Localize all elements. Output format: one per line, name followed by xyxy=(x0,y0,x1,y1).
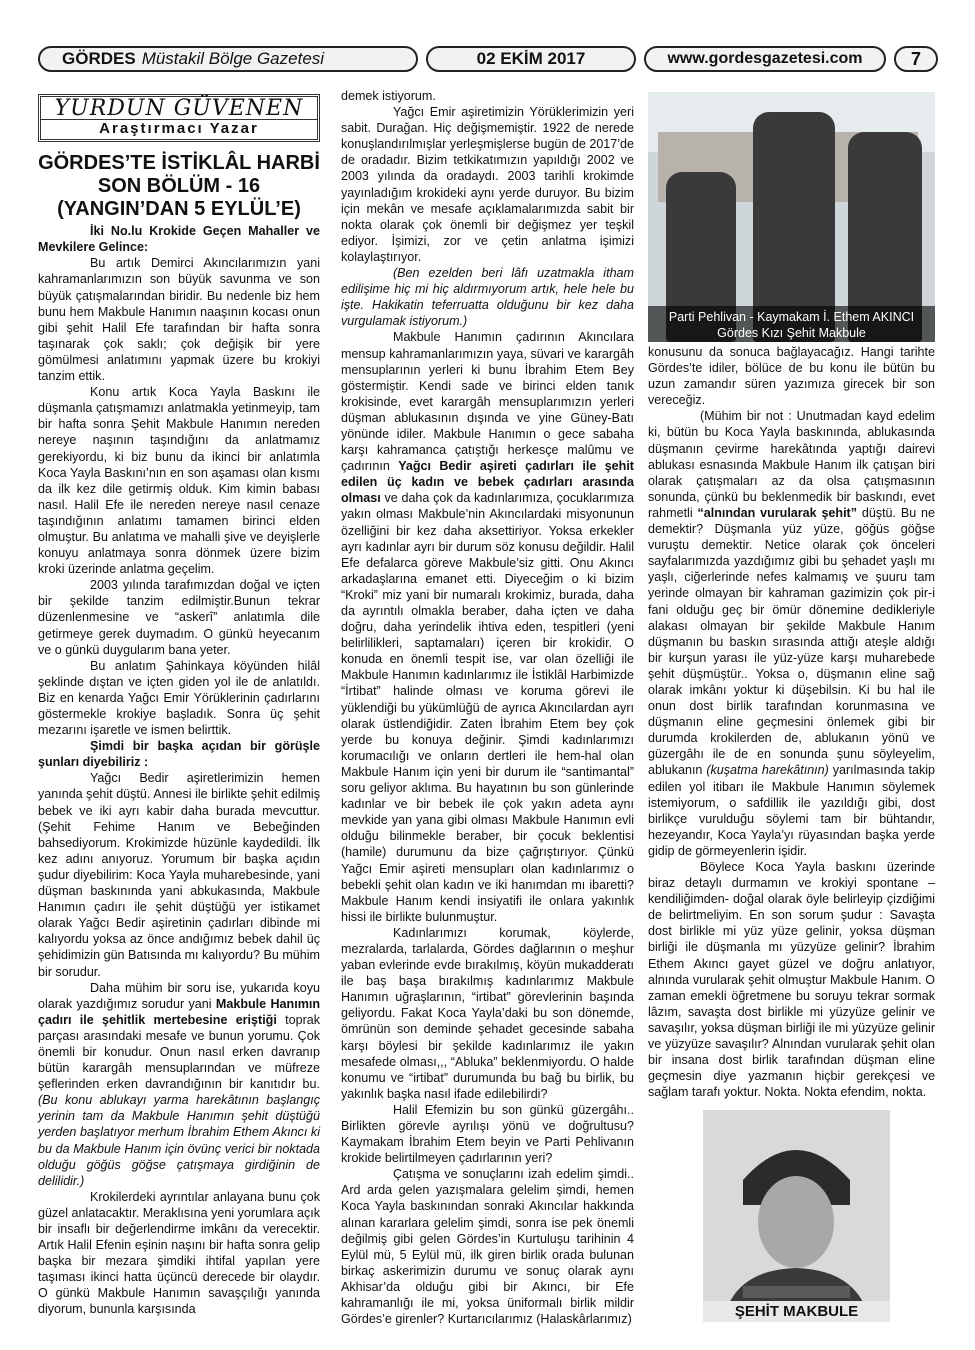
italic-text: (kuşatma harekâtının) xyxy=(706,763,829,778)
text-run: Daha mühim bir soru ise, yukarıda koyu olarak yazdığımız sorudur yani xyxy=(38,980,320,1011)
bold-text: “alnından vurularak şehit” xyxy=(697,505,858,520)
article-headline xyxy=(38,152,320,221)
paragraph: demek istiyorum. xyxy=(341,89,436,103)
statue-photo xyxy=(648,92,935,342)
masthead xyxy=(38,40,938,76)
italic-text: (Bu konu ablukayı yarma harekâtının başlangıç yerinin tam da Makbule Hanımın şehit düştüğü yerden başlatıyor merhum İbrahim Ethem Akıncı ki bu da Makbule Hanım için övünç verici bir noktada olduğu göğüs göğse çatışmaya girdiğinin de delilidir.) xyxy=(38,1093,320,1188)
paragraph: Çatışma ve sonuçlarını izah edelim şimdi.. Ard arda gelen yazışmalara gelelim şimdi, hemen Koca Yayla baskınından sonraki Akıncılar hakkında alınan kararlara gelelim şimdi, sonra ise pek önemli değilmiş gibi gelen Gördes’in Kurtuluşu tarihinin 4 Eylül mü, 5 Eylül mü, ilk giren birlik orada bulunan birkaç askerimizin durumu ve sonuç olarak aynı Akhisar’da olduğu gibi bir Akıncı, bir Efe kahramanlığı ile mi, yoksa üniformalı birlik mildir Gördes’e girenler? Kurtarıcılarımız (Halaskârlarımız) xyxy=(341,1167,634,1327)
paragraph xyxy=(38,980,320,1189)
paragraph: Kadınlarımızı korumak, köylerde, mezralarda, tarlalarda, Gördes dağlarının o meşhur yaban evlerinde evde bırakılmış, köyün mukadderatı ile baş başa bırakılmış kadınlarımız Makbule Hanımın uğraşlarının, “irtibat” görevlerinin başında geliyordu. Fakat Koca Yayla’daki bu son dönemde, ömrünün son deminde şehadet gecesinde sabaha karşı böylesi bir şekilde kadınlarımız ile yakın mesafede olması,,, “Abluka” beklenmiyordu. O halde konumu ve “irtibat” durumunda bu bağ bu birlik, bu yakınlık başka nasıl ifade edilebilirdi? xyxy=(341,925,634,1101)
bold-text: Yağcı Bedir aşireti çadırları ile şehit edilen üç kadın ve bebek çadırları arasında olması xyxy=(341,459,634,506)
paragraph: Halil Efemizin bu son günkü güzergâhı.. Birlikten görevle ayrılışı yönü ve doğrultusu? Kaymakam İbrahim Etem beyin ve Parti Pehlivanın krokide belirtilmeyen çadırlarının yeri? xyxy=(341,1102,634,1166)
website-link[interactable]: www.gordesgazetesi.com xyxy=(644,46,886,72)
portrait-photo xyxy=(703,1110,890,1322)
paragraph: 2003 yılında tarafımızdan doğal ve içten bir şekilde tanzim edilmiştir.Bunun tekrar düzenlenmesine ve “askerî” anlatımla dile getirmeye gerek duymadım. O günkü heyecanım ve o günkü duygularım bana yeter. xyxy=(38,578,320,657)
text-run: toprak parçası arasındaki mesafe ve bunun yorumu. Çok önemli bir konudur. Onun nasıl erken davranıp bütün karargâh mensuplarından ve müfreze şeflerinden erken davrandığının bir kanıtıdır bu. xyxy=(38,1012,320,1092)
italic-paragraph: (Ben ezelden beri lâfı uzatmakla itham edilişime hiç mi hiç aldırmıyorum artık, hele hele bu işte. Hakikatin teferruatta olduğunu bir kez daha vurgulamak istiyorum.) xyxy=(341,266,634,329)
caption-line-2: Gördes Kızı Şehit Makbule xyxy=(717,326,866,340)
portrait-caption: ŞEHİT MAKBULE xyxy=(703,1301,890,1322)
headline-line-1: GÖRDES’TE İSTİKLÂL HARBİ xyxy=(38,152,320,175)
paragraph xyxy=(648,408,935,859)
text-run: Makbule Hanımın çadırının Akıncılara mensup kahramanlarımızın yaya, süvari ve karargâh mensuplarının yerleri ki bunu İbrahim Etem Bey göstermiştir. Kendi sade ve birinci elden tanık krokisinde, evet karargâh mensuplarımızın yerleri düşman ablukasının dışında ve yine Güney-Batı yönünde idiler. Makbule Hanımın o gece sabaha karşı kahramanca çatıştığı herkesçe malûmu ve çadırının xyxy=(341,330,634,474)
paragraph: Bu anlatım Şahinkaya köyünden hilâl şeklinde dıştan ve içten giden yol ile de anlatıldı. Biz en kenarda Yağcı Emir Yörüklerinin çadırlarını göstermekle krokiye başladık. Sonra üç şehit mezarını işaretle ve ismen belirttik. xyxy=(38,658,320,738)
author-name: YURDUN GÜVENEN xyxy=(54,96,304,121)
paragraph: konusunu da sonuca bağlayacağız. Hangi tarihte Gördes’te idiler, bölüce de bu konu ile bütün bu uzun zamandır süren yazımıza girecek bir son vereceğiz. xyxy=(648,345,935,408)
subheading: Şimdi bir başka açıdan bir görüşle şunları diyebiliriz : xyxy=(38,739,320,770)
article-column-3 xyxy=(648,344,935,1100)
text-run: yarılmasında takip edilen yol itibarı ile Makbule Hanımın söylemek istemiyorum, o safdillik ile yazıldığı gibi, dost birlikçe vurulduğu söylemi tam bir bühtandır, hezeyandır, Koca Yayla’yı rüyasından başka yerde gidip de görmeyenlerin işidir. xyxy=(648,763,935,858)
author-role: Araştırmacı Yazar xyxy=(41,119,317,137)
paragraph: Bu artık Demirci Akıncılarımızın yani kahramanlarımızın son büyük savunma ve son büyük çatışmalarından biridir. Bu nedenle biz hem bunu hem Makbule Hanımın naaşının kocası onun gibi şehit Halil Efe tarafından bir hafta sonra taşınarak çok saklı; çok değişik bir yere gömülmesi anlatımını yapmak üzere bu krokiyi tanzim ettik. xyxy=(38,256,320,384)
issue-date: 02 EKİM 2017 xyxy=(426,46,636,72)
paragraph xyxy=(341,329,634,924)
paper-name: GÖRDES xyxy=(62,49,136,68)
bold-text: Makbule Hanımın çadırı ile şehitlik mertebesine eriştiği xyxy=(38,996,320,1027)
headline-line-2: SON BÖLÜM - 16 xyxy=(97,175,261,198)
article-column-2 xyxy=(341,88,634,1327)
subheading: İki No.lu Krokide Geçen Mahaller ve Mevkilere Gelince: xyxy=(38,224,320,255)
statue-photo-caption xyxy=(648,306,935,342)
headline-line-3: (YANGIN’DAN 5 EYLÜL’E) xyxy=(57,198,301,221)
paper-title xyxy=(38,46,418,72)
text-run: düştü. Bu ne demektir? Düşmanla yüz yüze, göğüs göğse vuruştu demektir. Netice olarak çok önceleri sayfalarımızda yazdığımız gibi bu şehadet yaşlı mı yaşlı, ciğerlerinde nefes kalmamış ve şuuru tam yerinde olmayan bir kahraman gazimizin çok pir-i fani olduğu geç bir ömür dönemine dedikleriyle alakası olmayan bir şekilde Makbule Hanım düşmanın bu baskın sırasında attığı ateşle aldığı bir kurşun yarası ile yüz-yüze karşı muharebede şehit düşmüştür.. Yoksa o, düşmanın eline sağ olarak imkânı yoktur ki düşebilsin. Ki bu hal ile onun dost birlik tarafından korunmasına ve düşmanın eline geçmesini önlemek gibi bir durumda krokilerden de, ablukanın yönü ve güzergâhı ile de en sonunda şunu söyleyelim, ablukanın xyxy=(648,505,935,778)
article-column-1 xyxy=(38,88,320,1318)
paragraph: Yağcı Bedir aşiretlerimizin hemen yanında şehit düştü. Annesi ile birlikte şehit edilmiş bebek ve iki ayrı kabir daha burada mevcuttur. (Şehit Fehime Hanım ve Bebeğinden bahsediyorum. Krokimizde hüzünle kaydedildi. İlk kez adını anıyoruz. Yorumum bir başka açıdın şudur diyebilirim: Koca Yayla muharebesinde, yani düşman baskınında yani abkukasında, Makbule Hanımın çadırı ile şehit düştüğü yer istikamet olarak Yağcı Bedir aşiretinin çadırları dibinde mi kalıyordu yoksa az önce andığımız bebek dahil üç şehidimizin gün Batısında mı kalıyordu? Bu mühim bir sorudur. xyxy=(38,771,320,979)
text-run: ve daha çok da kadınlarımıza, çocuklarımıza yakın olması Makbule’nin Akıncılardaki misyonunun özelliğini bir kez daha aksettiriyor. Yoksa erkekler ayrı kadınlar ayrı bir durum söz konusu değildir. Halil Efe defalarca göreve Makbule’siz gitti. Onu Akıncı arkadaşlarına emanet etti. Diyeceğim o ki bizim “Kroki” miz yani bir numaralı krokimiz, burada, daha da ayrıntılı olmakla beraber, daha içten ve daha doğru, daha yerindelik ihtiva eden, tespitleri (yeni belirlilikleri, saptamaları) içeren bir krokidir. O konuda en önemli tespit ise, var olan özelliği ile Makbule Hanımın kadınlarımız ile İstiklâl Harbimizde “İrtibat” halinde olması ve koruma görevi ile yüklendiği bu yükümlüğü de ayrıca Akıncılardan ayrı olarak üstlendiğidir. Zaten İbrahim Etem bey çok yerde bu konuya değinir. Şimdi kadınlarımızı korumacılığı ve onların dertleri ile hem-hal olan Makbule Hanım için yeni bir durum ile “santimantal” soru geliyor aklıma. Bu hayatının bu son günlerinde kadınlar ve bir bebek ile çok yakın adeta aynı mevkide yan yana gibi olması Makbule Hanımın evli olduğu bilinmekle beraber, bir çocuk beklentisi (hamile) durumunu da bize çağrıştırıyor. Çünkü Yağcı Emir aşireti mensupları olan kadınlarımız o bebekli şehit olan kadın ve iki hanımdan mı ibaretti? Makbule Hanım kendi insiyatifi ile onlara yakınlık hissi ile birlikte bulunmuştur. xyxy=(341,491,634,924)
paragraph: Krokilerdeki ayrıntılar anlayana bunu çok güzel anlatacaktır. Meraklısına yeni yorumlara açık bir insaflı bir değerlendirme imkânı da verecektir. Artık Halil Efenin eşinin naşını bir hafta sonra gelip başka bir mezara şimdiki ihtifal yapılan yere taşıması ikinci hatta üçüncü derecede bir olaydır. O günkü Makbule Hanımın savaşçılığı yanında diyorum, bununla karşısında xyxy=(38,1189,320,1317)
paragraph: Konu artık Koca Yayla Baskını ile düşmanla çatışmamızı anlatmakla yetinmeyip, tam bir hafta sonra Şehit Makbule Hanımın nereden nereye naşının taşındığını da anlatmamız gerekiyordu, ki biz bunu da ikinci bir anlatımla Koca Yayla Baskını’nın en son aşaması olan kısmı da ilk kez dile getirmiş olduk. Kim kimin babası nasıl. Halil Efe ile nereden nereye nasıl cenaze taşındığının anlatımı tamamen birinci elden olmuştur. Bu anlatıma ve mahalli şive ve deyişlerle konuyu anlatmaya sonra dönmek üzere bizim kroki üzerinde anlatma geçelim. xyxy=(38,385,320,577)
paragraph: Yağcı Emir aşiretimizin Yörüklerimizin yeri sabit. Durağan. Hiç değişmemiştir. 1922 de nerede konuşlandırılmışlar yerleşmişlerse bugün de 2017’de de oradadır. Bizim tetkikatımızın yapıldığı 2002 ve 2003 yılında da oradaydı. 2003 tarihli krokimde yayınladığım krokideki aynı yerde duruyor. Bu bizim için mekân ve mesafe açıklamalarımızda sabit bir nokta olarak çok önemli bir değişmez yer teşkil ediyor. İşimizi, zor ve çetin anlatma işimizi kolaylaştırıyor. xyxy=(341,105,634,264)
text-run: (Mühim bir not : Unutmadan kayd edelim ki, bütün bu Koca Yayla baskınında, ablukasında düşmanın çevirme harekâtında yaptığı dairevi ablukası esnasında Makbule Hanım ilk çatışan biri olarak çatışmaları az da olsa çatışmasının sonunda, çünkü bu beklenmedik bir baskındı, evet rahmetli xyxy=(648,409,935,520)
portrait-illustration xyxy=(703,1110,890,1322)
paper-subtitle: Müstakil Bölge Gazetesi xyxy=(141,49,325,68)
page-number: 7 xyxy=(894,46,938,72)
paragraph: Böylece Koca Yayla baskını üzerinde biraz detaylı durmamın ve krokiyi spontane – kendiliğimden- doğal olarak öyle belirleyip çizdiğimi de belirtmeliyim. En son sorum şudur : Savaşta dost birlikle mi yüz yüze gelinir, yoksa düşman birliği ile düşmanla mı yüzyüze gelinir? İbrahim Ethem Akıncı gayet güzel ve doğru anlatıyor, alnında vurularak şehit olmuştur Makbule Hanım. O zaman emekli öğretmene bu soruyu tekrar sormak lâzım, savaşta dost birlikle mi yüzyüze gelinir ve savaşılır, yoksa düşman birliği ile mi yüzyüze gelinir ve yüzyüze savaşılır? Alnından vurularak şehit olan bir insana dost birlik tarafından düşman eline geçmesin diye yazmanın hiçbir gerekçesi ve sağlam tarafı yoktur. Nokta. Nokta efendim, nokta. xyxy=(648,860,935,1100)
caption-line-1: Parti Pehlivan - Kaymakam İ. Ethem AKINCI xyxy=(668,310,915,324)
author-box xyxy=(38,94,320,142)
